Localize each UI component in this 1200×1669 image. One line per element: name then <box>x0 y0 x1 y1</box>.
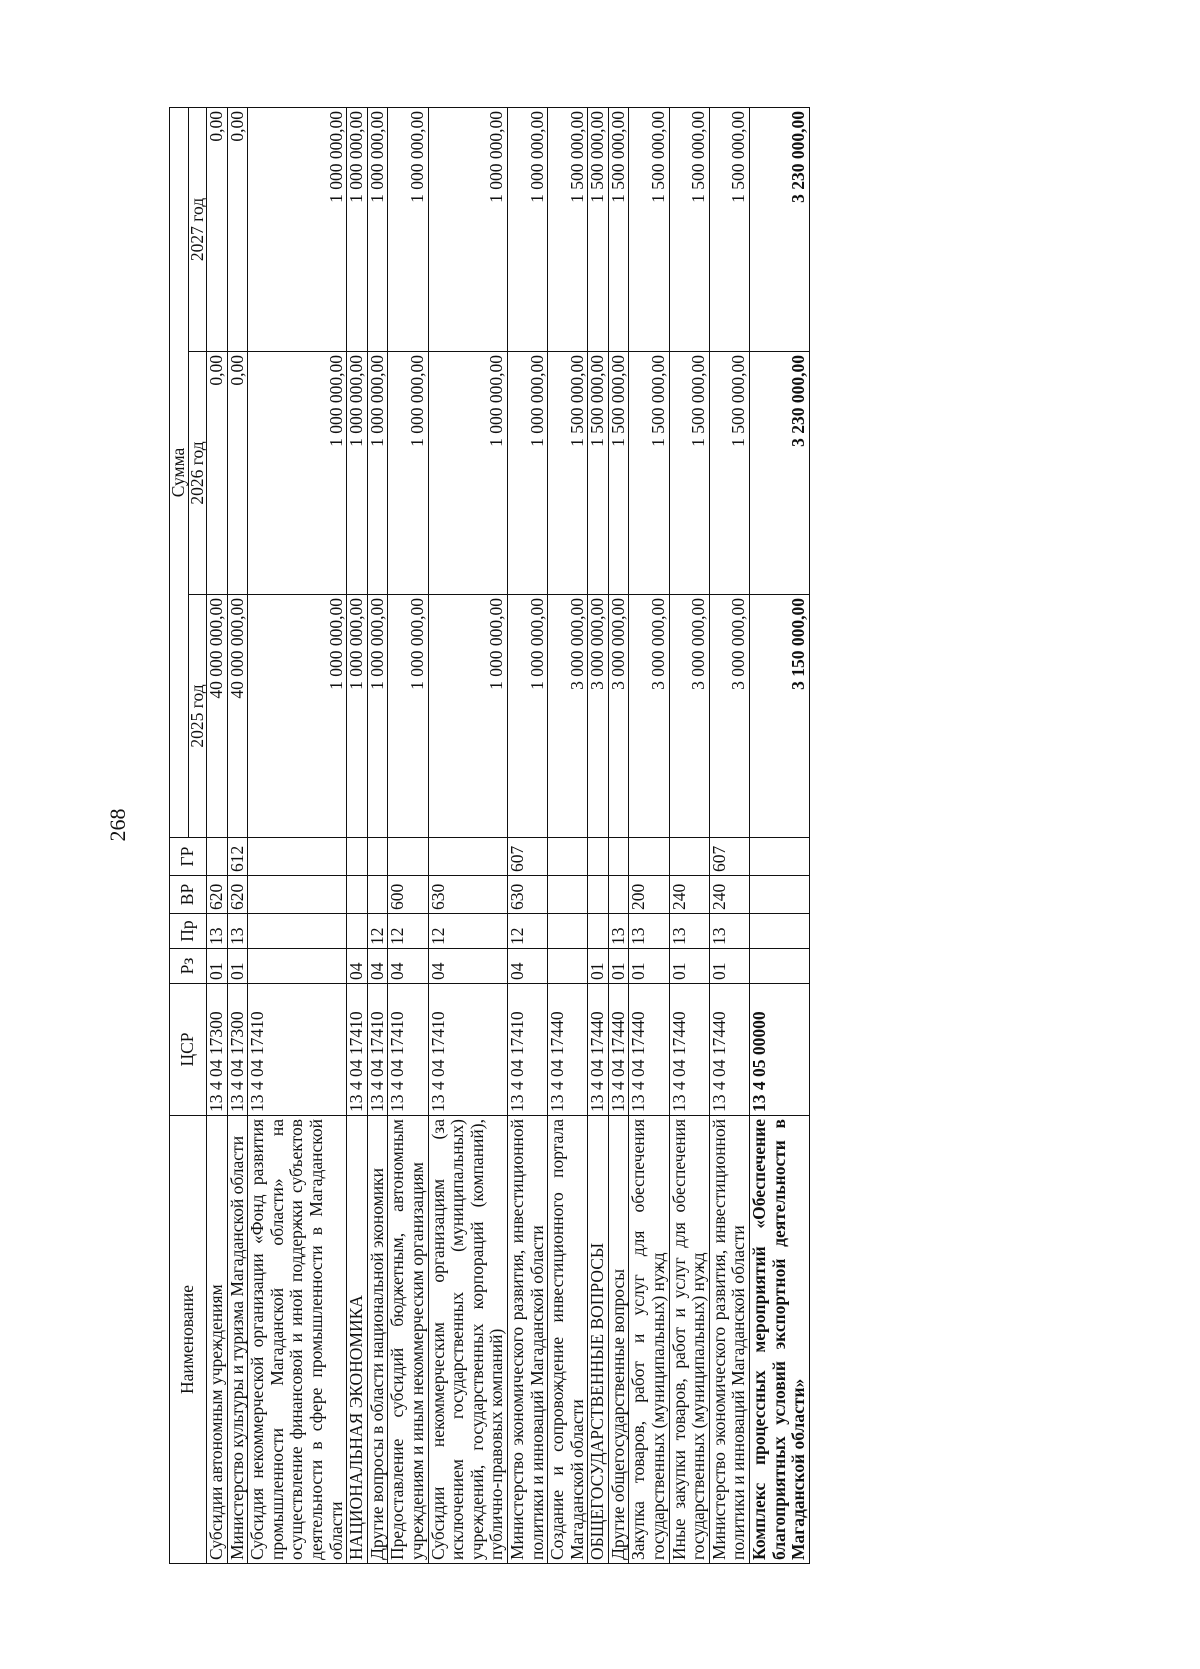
table-row <box>428 107 507 1563</box>
cell-2025: 3 000 000,00 <box>588 595 609 838</box>
cell-rz: 04 <box>428 949 507 984</box>
cell-2026: 1 000 000,00 <box>347 352 368 595</box>
cell-vr: 620 <box>207 876 228 914</box>
header-gr: ГР <box>170 838 207 876</box>
header-csr: ЦСР <box>170 984 207 1116</box>
cell-gr <box>388 838 428 876</box>
cell-2027: 0,00 <box>227 107 248 351</box>
cell-gr <box>548 838 588 876</box>
cell-name: Предоставление субсидий бюджетным, автономным учреждениям и иным некоммерческим организациям <box>388 1116 428 1564</box>
table-row <box>207 107 228 1563</box>
cell-vr <box>548 876 588 914</box>
cell-csr: 13 4 04 17440 <box>548 984 588 1116</box>
cell-csr: 13 4 04 17410 <box>507 984 547 1116</box>
rotated-table-container <box>169 108 1009 1564</box>
cell-2026: 1 000 000,00 <box>248 352 347 595</box>
table-row <box>669 107 709 1563</box>
cell-gr <box>428 838 507 876</box>
cell-pr <box>347 914 368 949</box>
cell-csr: 13 4 04 17440 <box>588 984 609 1116</box>
table-row <box>709 107 749 1563</box>
cell-csr: 13 4 04 17410 <box>428 984 507 1116</box>
cell-2026: 1 500 000,00 <box>669 352 709 595</box>
cell-csr: 13 4 04 17300 <box>207 984 228 1116</box>
cell-rz: 04 <box>507 949 547 984</box>
header-name: Наименование <box>170 1116 207 1564</box>
cell-csr: 13 4 04 17410 <box>248 984 347 1116</box>
cell-pr: 13 <box>669 914 709 949</box>
cell-csr: 13 4 04 17410 <box>388 984 428 1116</box>
cell-pr: 12 <box>428 914 507 949</box>
cell-2026: 1 000 000,00 <box>507 352 547 595</box>
cell-pr: 13 <box>608 914 629 949</box>
cell-pr <box>588 914 609 949</box>
cell-gr <box>588 838 609 876</box>
header-2027: 2027 год <box>188 107 207 351</box>
cell-2027: 3 230 000,00 <box>750 107 810 351</box>
cell-rz: 01 <box>608 949 629 984</box>
cell-2025: 3 000 000,00 <box>629 595 669 838</box>
header-sum: Сумма <box>170 107 189 837</box>
cell-2027: 1 000 000,00 <box>507 107 547 351</box>
cell-gr <box>207 838 228 876</box>
cell-name: Закупка товаров, работ и услуг для обеспечения государственных (муниципальных) нужд <box>629 1116 669 1564</box>
cell-name: Министерство культуры и туризма Магаданской области <box>227 1116 248 1564</box>
cell-csr: 13 4 04 17440 <box>709 984 749 1116</box>
cell-2025: 1 000 000,00 <box>388 595 428 838</box>
cell-2027: 1 000 000,00 <box>388 107 428 351</box>
cell-gr <box>750 838 810 876</box>
cell-2026: 1 500 000,00 <box>588 352 609 595</box>
cell-2027: 1 000 000,00 <box>347 107 368 351</box>
header-2026: 2026 год <box>188 352 207 595</box>
cell-vr: 200 <box>629 876 669 914</box>
cell-name: Министерство экономического развития, инвестиционной политики и инноваций Магаданской области <box>709 1116 749 1564</box>
cell-2026: 1 500 000,00 <box>608 352 629 595</box>
cell-2025: 1 000 000,00 <box>507 595 547 838</box>
table-row <box>750 107 810 1563</box>
cell-rz: 04 <box>347 949 368 984</box>
cell-rz: 01 <box>629 949 669 984</box>
cell-vr <box>608 876 629 914</box>
cell-2027: 1 000 000,00 <box>248 107 347 351</box>
cell-name: Другие вопросы в области национальной экономики <box>367 1116 388 1564</box>
cell-rz <box>248 949 347 984</box>
cell-2025: 40 000 000,00 <box>227 595 248 838</box>
table-row <box>548 107 588 1563</box>
cell-vr: 620 <box>227 876 248 914</box>
cell-name: Министерство экономического развития, инвестиционной политики и инноваций Магаданской области <box>507 1116 547 1564</box>
cell-vr <box>367 876 388 914</box>
cell-2025: 1 000 000,00 <box>347 595 368 838</box>
cell-vr: 630 <box>507 876 547 914</box>
cell-2026: 1 000 000,00 <box>367 352 388 595</box>
table-row <box>507 107 547 1563</box>
table-row <box>248 107 347 1563</box>
cell-pr: 13 <box>207 914 228 949</box>
cell-2027: 1 500 000,00 <box>709 107 749 351</box>
cell-gr <box>347 838 368 876</box>
cell-vr: 240 <box>669 876 709 914</box>
cell-2026: 1 000 000,00 <box>388 352 428 595</box>
cell-2026: 3 230 000,00 <box>750 352 810 595</box>
table-row <box>347 107 368 1563</box>
cell-2027: 1 500 000,00 <box>548 107 588 351</box>
cell-2027: 1 000 000,00 <box>428 107 507 351</box>
cell-name: Другие общегосударственные вопросы <box>608 1116 629 1564</box>
cell-pr: 12 <box>507 914 547 949</box>
cell-vr <box>750 876 810 914</box>
cell-gr: 607 <box>709 838 749 876</box>
cell-vr <box>347 876 368 914</box>
cell-name: ОБЩЕГОСУДАРСТВЕННЫЕ ВОПРОСЫ <box>588 1116 609 1564</box>
cell-2025: 3 000 000,00 <box>608 595 629 838</box>
header-vr: ВР <box>170 876 207 914</box>
cell-rz: 01 <box>227 949 248 984</box>
table-row <box>608 107 629 1563</box>
cell-2025: 3 150 000,00 <box>750 595 810 838</box>
cell-csr: 13 4 04 17410 <box>367 984 388 1116</box>
cell-vr <box>588 876 609 914</box>
table-row <box>367 107 388 1563</box>
header-row-1 <box>170 107 189 1563</box>
cell-pr: 13 <box>629 914 669 949</box>
cell-2026: 1 500 000,00 <box>548 352 588 595</box>
cell-name: Создание и сопровождение инвестиционного портала Магаданской области <box>548 1116 588 1564</box>
cell-name: Иные закупки товаров, работ и услуг для обеспечения государственных (муниципальных) нужд <box>669 1116 709 1564</box>
cell-2025: 40 000 000,00 <box>207 595 228 838</box>
cell-2025: 1 000 000,00 <box>248 595 347 838</box>
cell-pr: 13 <box>709 914 749 949</box>
cell-name: Субсидии автономным учреждениям <box>207 1116 228 1564</box>
cell-2027: 1 500 000,00 <box>588 107 609 351</box>
cell-gr: 607 <box>507 838 547 876</box>
cell-csr: 13 4 05 00000 <box>750 984 810 1116</box>
cell-rz: 04 <box>388 949 428 984</box>
cell-2025: 3 000 000,00 <box>548 595 588 838</box>
cell-2027: 0,00 <box>207 107 228 351</box>
cell-name: Субсидии некоммерческим организациям (за исключением государственных (муниципальных) учреждений, государственных корпораций (компаний), публично-правовых компаний) <box>428 1116 507 1564</box>
cell-rz <box>548 949 588 984</box>
table-row <box>227 107 248 1563</box>
cell-gr <box>669 838 709 876</box>
cell-name: Субсидия некоммерческой организации «Фонд развития промышленности Магаданской области» на осуществление финансовой и иной поддержки субъектов деятельности в сфере промышленности в Магаданской области <box>248 1116 347 1564</box>
cell-pr: 12 <box>388 914 428 949</box>
cell-pr: 13 <box>227 914 248 949</box>
cell-rz: 01 <box>588 949 609 984</box>
cell-gr: 612 <box>227 838 248 876</box>
cell-rz: 01 <box>709 949 749 984</box>
cell-2025: 1 000 000,00 <box>428 595 507 838</box>
cell-name: Комплекс процессных мероприятий «Обеспечение благоприятных условий экспортной деятельности в Магаданской области» <box>750 1116 810 1564</box>
table-row <box>388 107 428 1563</box>
cell-vr: 600 <box>388 876 428 914</box>
cell-2025: 1 000 000,00 <box>367 595 388 838</box>
cell-csr: 13 4 04 17440 <box>669 984 709 1116</box>
cell-name: НАЦИОНАЛЬНАЯ ЭКОНОМИКА <box>347 1116 368 1564</box>
cell-2025: 3 000 000,00 <box>709 595 749 838</box>
cell-2027: 1 000 000,00 <box>367 107 388 351</box>
cell-2027: 1 500 000,00 <box>629 107 669 351</box>
cell-2026: 0,00 <box>227 352 248 595</box>
cell-pr <box>248 914 347 949</box>
header-2025: 2025 год <box>188 595 207 838</box>
cell-gr <box>629 838 669 876</box>
cell-vr <box>248 876 347 914</box>
cell-pr <box>548 914 588 949</box>
table-row <box>588 107 609 1563</box>
cell-2026: 1 000 000,00 <box>428 352 507 595</box>
cell-rz: 01 <box>207 949 228 984</box>
table-body <box>207 107 810 1563</box>
cell-rz: 01 <box>669 949 709 984</box>
cell-gr <box>608 838 629 876</box>
cell-gr <box>367 838 388 876</box>
cell-vr: 240 <box>709 876 749 914</box>
cell-2025: 3 000 000,00 <box>669 595 709 838</box>
cell-rz <box>750 949 810 984</box>
cell-vr: 630 <box>428 876 507 914</box>
cell-2026: 1 500 000,00 <box>709 352 749 595</box>
page-number: 268 <box>105 808 130 842</box>
cell-2026: 1 500 000,00 <box>629 352 669 595</box>
budget-table <box>169 107 810 1564</box>
cell-gr <box>248 838 347 876</box>
cell-csr: 13 4 04 17440 <box>608 984 629 1116</box>
cell-csr: 13 4 04 17300 <box>227 984 248 1116</box>
cell-2026: 0,00 <box>207 352 228 595</box>
cell-pr: 12 <box>367 914 388 949</box>
cell-csr: 13 4 04 17440 <box>629 984 669 1116</box>
cell-2027: 1 500 000,00 <box>669 107 709 351</box>
cell-csr: 13 4 04 17410 <box>347 984 368 1116</box>
cell-2027: 1 500 000,00 <box>608 107 629 351</box>
table-row <box>629 107 669 1563</box>
header-pr: Пр <box>170 914 207 949</box>
cell-pr <box>750 914 810 949</box>
cell-rz: 04 <box>367 949 388 984</box>
header-rz: Рз <box>170 949 207 984</box>
